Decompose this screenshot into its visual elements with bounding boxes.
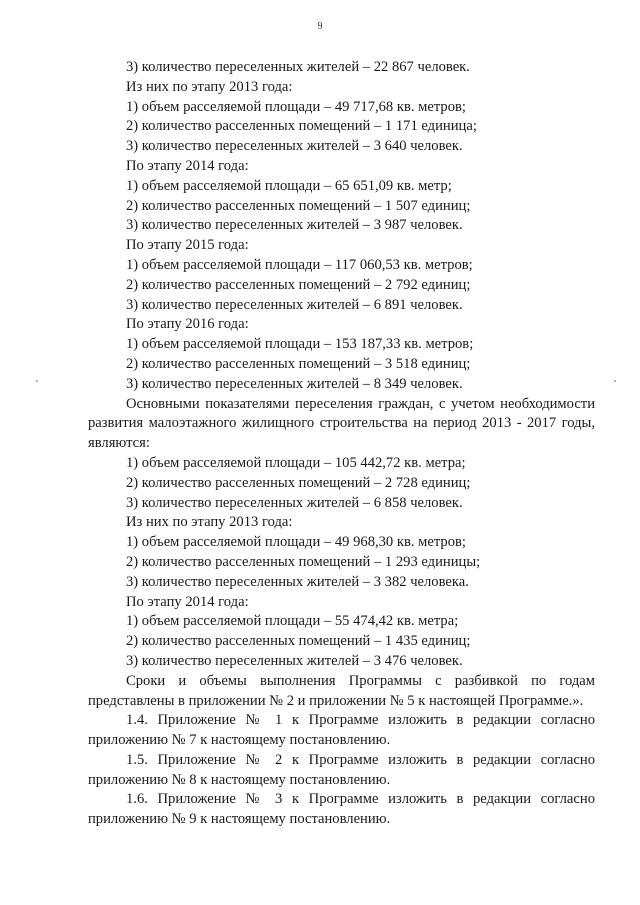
text-line: 1) объем расселяемой площади – 55 474,42 кв. метра; — [126, 613, 459, 630]
terms-paragraph: Сроки и объемы выполнения Программы с разбивкой по годам представлены в приложении № 2 и приложении № 5 к настоящей Программе.». — [88, 672, 595, 709]
text-line: 3) количество переселенных жителей – 3 476 человек. — [126, 652, 463, 669]
page-number: 9 — [317, 21, 323, 32]
text-line: 1) объем расселяемой площади – 105 442,72 кв. метра; — [126, 454, 466, 471]
text-line: 3) количество переселенных жителей – 8 349 человек. — [126, 375, 463, 392]
text-line: 3) количество переселенных жителей – 3 640 человек. — [126, 138, 463, 155]
scan-speck — [614, 380, 616, 382]
scan-speck — [36, 380, 38, 382]
text-line: 1) объем расселяемой площади – 65 651,09 кв. метр; — [126, 177, 452, 194]
indicators-paragraph: Основными показателями переселения граждан, с учетом необходимости развития малоэтажного жилищного строительства на период 2013 - 2017 годы, являются: — [88, 395, 595, 452]
text-line: 2) количество расселенных помещений – 3 518 единиц; — [126, 355, 471, 372]
item-1-5-paragraph: 1.5. Приложение № 2 к Программе изложить в редакции согласно приложению № 8 к настоящему постановлению. — [88, 751, 595, 788]
text-line: По этапу 2016 года: — [126, 316, 249, 333]
text-line: 1) объем расселяемой площади – 49 968,30 кв. метров; — [126, 534, 466, 551]
text-line: 2) количество расселенных помещений – 1 435 единиц; — [126, 633, 471, 650]
text-line: Из них по этапу 2013 года: — [126, 514, 293, 531]
text-line: 1) объем расселяемой площади – 153 187,33 кв. метров; — [126, 336, 474, 353]
item-1-4-paragraph: 1.4. Приложение № 1 к Программе изложить в редакции согласно приложению № 7 к настоящему постановлению. — [88, 712, 595, 749]
text-line: 1) объем расселяемой площади – 117 060,53 кв. метров; — [126, 256, 473, 273]
text-line: По этапу 2015 года: — [126, 237, 249, 254]
text-line: 2) количество расселенных помещений – 1 293 единицы; — [126, 553, 481, 570]
document-body — [88, 58, 595, 830]
text-line: 2) количество расселенных помещений – 1 507 единиц; — [126, 197, 471, 214]
text-line: 3) количество переселенных жителей – 3 987 человек. — [126, 217, 463, 234]
text-line: 3) количество переселенных жителей – 6 891 человек. — [126, 296, 463, 313]
item-1-6-paragraph: 1.6. Приложение № 3 к Программе изложить в редакции согласно приложению № 9 к настоящему постановлению. — [88, 791, 595, 828]
text-line: 3) количество переселенных жителей – 6 858 человек. — [126, 494, 463, 511]
text-line: 3) количество переселенных жителей – 3 382 человека. — [126, 573, 469, 590]
text-line: 2) количество расселенных помещений – 2 728 единиц; — [126, 474, 471, 491]
text-line: 3) количество переселенных жителей – 22 867 человек. — [126, 59, 470, 75]
text-line: 1) объем расселяемой площади – 49 717,68 кв. метров; — [126, 98, 466, 115]
text-line: По этапу 2014 года: — [126, 593, 249, 610]
text-line: 2) количество расселенных помещений – 1 171 единица; — [126, 118, 477, 135]
text-line: 2) количество расселенных помещений – 2 792 единиц; — [126, 276, 471, 293]
text-line: Из них по этапу 2013 года: — [126, 78, 293, 95]
text-line: По этапу 2014 года: — [126, 157, 249, 174]
